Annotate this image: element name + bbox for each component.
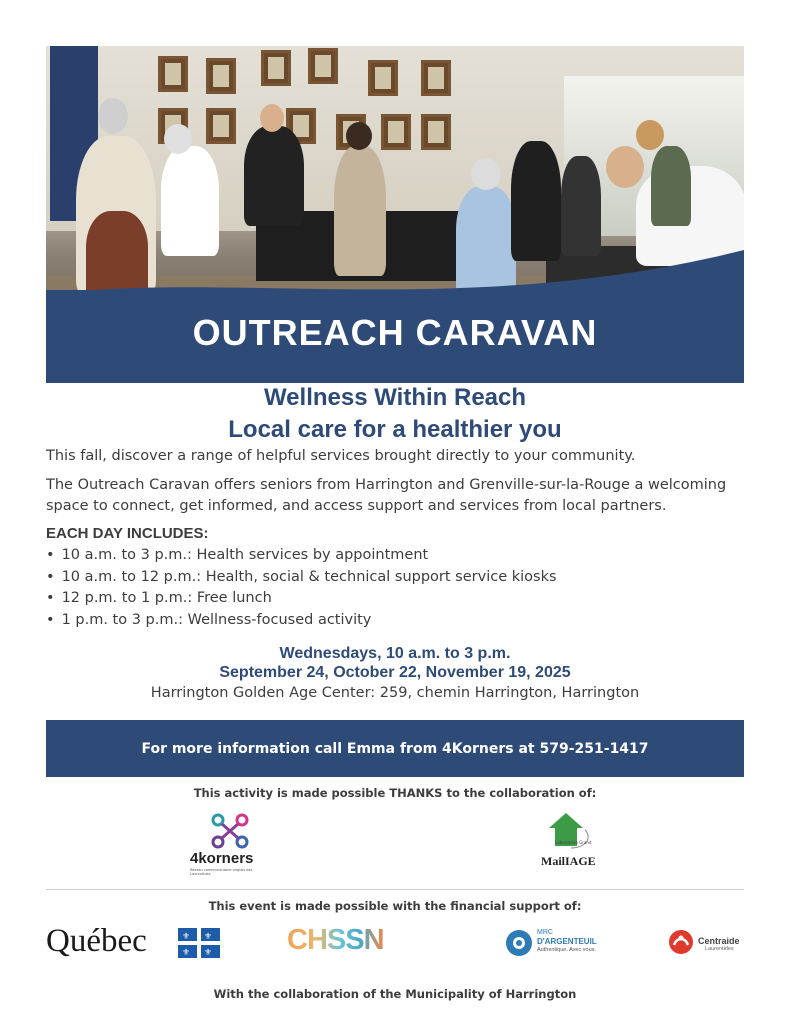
footer-text: With the collaboration of the Municipality of Harrington [213, 987, 577, 1001]
centraide-region: Laurentides [705, 946, 734, 952]
quebec-flag-icon [178, 928, 220, 958]
event-dates: September 24, October 22, November 19, 2025 [219, 664, 571, 681]
schedule-list [46, 545, 557, 631]
maillage-logo [535, 810, 605, 876]
fourkorners-icon [210, 812, 250, 850]
maillage-subtitle: Laboratoire Grand [555, 840, 592, 845]
mrc-name: D'ARGENTEUIL [537, 937, 597, 946]
quebec-wordmark: Québec [46, 923, 147, 959]
fourkorners-logo [190, 812, 270, 878]
funding-heading: This event is made possible with the financial support of: [208, 899, 582, 913]
list-item: • 1 p.m. to 3 p.m.: Wellness-focused activity [46, 610, 557, 632]
description-line-1: The Outreach Caravan offers seniors from Harrington and Grenville-sur-la-Rouge a welcoming [46, 477, 727, 493]
event-location: Harrington Golden Age Center: 259, chemin Harrington, Harrington [150, 685, 640, 701]
event-days: Wednesdays, 10 a.m. to 3 p.m. [279, 645, 511, 662]
subtitle-wellness: Wellness Within Reach [263, 384, 527, 411]
maillage-name: MailIAGE [541, 854, 596, 868]
each-day-heading: EACH DAY INCLUDES: [46, 525, 209, 542]
quebec-logo [46, 923, 218, 963]
page-title: OUTREACH CARAVAN [192, 312, 598, 353]
mrc-argenteuil-icon [505, 929, 533, 957]
hero-wave [46, 250, 744, 310]
fourkorners-tagline: Réseau communautaire anglais des Laurentides [190, 868, 253, 876]
chssn-wordmark: CHSSN [287, 924, 384, 956]
collaboration-heading: This activity is made possible THANKS to the collaboration of: [193, 786, 597, 800]
description-line-2: space to connect, get informed, and access support and services from local partners. [46, 498, 667, 514]
svg-text:⚜: ⚜ [182, 932, 191, 942]
svg-text:⚜: ⚜ [182, 948, 191, 958]
mrc-label: MRC [537, 929, 553, 936]
mrc-tagline: Authentique. Avec vous. [537, 947, 596, 953]
fourkorners-name: 4korners [190, 850, 254, 867]
svg-text:⚜: ⚜ [204, 932, 213, 942]
subtitle-local-care: Local care for a healthier you [228, 416, 562, 443]
mrc-argenteuil-logo [505, 927, 605, 961]
centraide-logo [668, 929, 748, 959]
chssn-logo [287, 924, 417, 964]
intro-text: This fall, discover a range of helpful services brought directly to your community. [46, 448, 636, 464]
list-item: • 10 a.m. to 12 p.m.: Health, social & technical support service kiosks [46, 567, 557, 589]
contact-info: For more information call Emma from 4Korners at 579-251-1417 [141, 740, 649, 757]
divider [46, 889, 744, 890]
list-item: • 10 a.m. to 3 p.m.: Health services by appointment [46, 545, 557, 567]
centraide-icon [668, 929, 694, 955]
centraide-name: Centraide [698, 936, 740, 946]
list-item: • 12 p.m. to 1 p.m.: Free lunch [46, 588, 557, 610]
svg-text:⚜: ⚜ [204, 948, 213, 958]
info-bar [46, 720, 744, 777]
